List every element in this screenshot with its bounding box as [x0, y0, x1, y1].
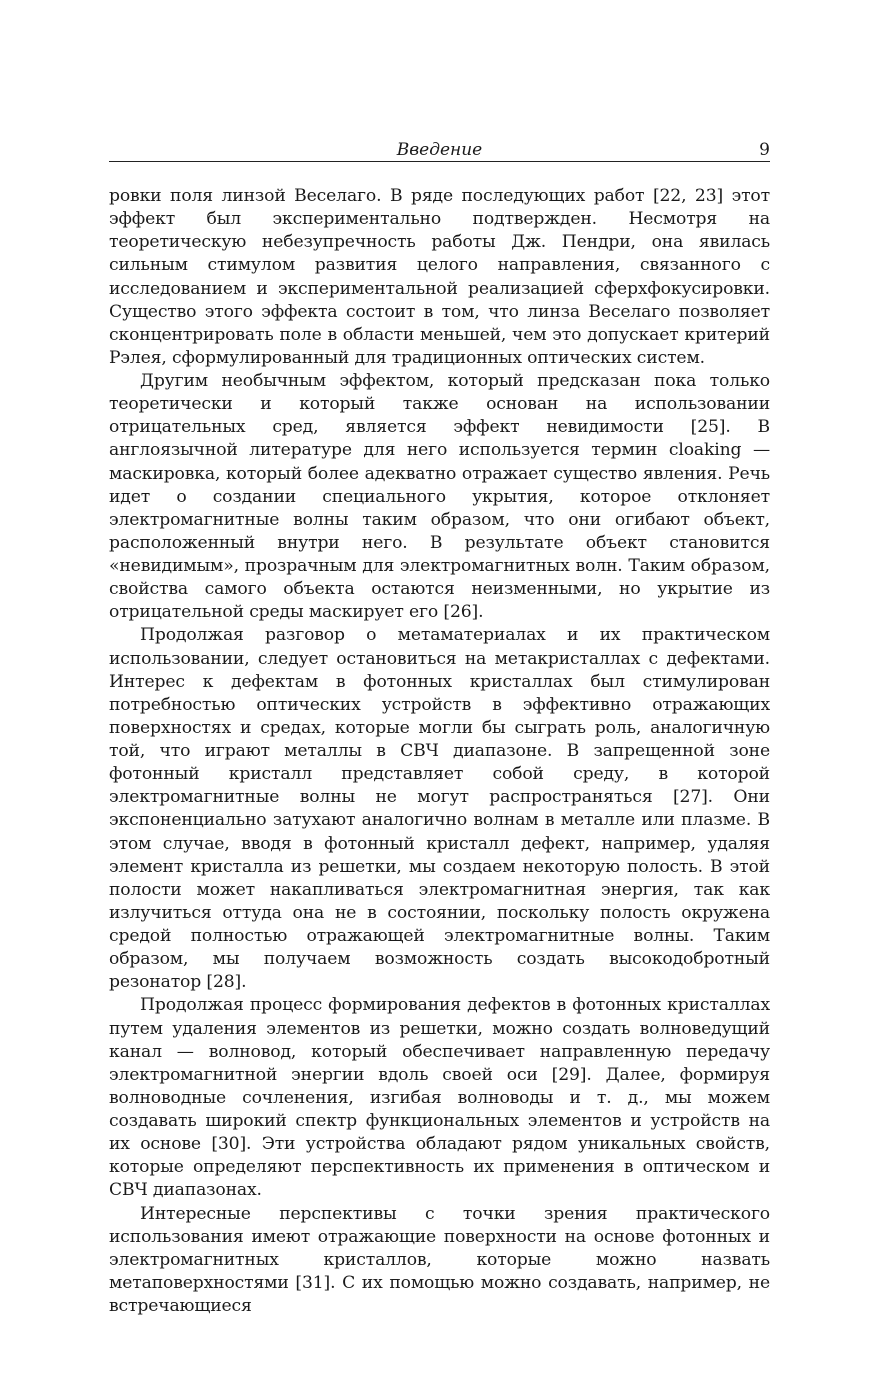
body-text [109, 185, 770, 1318]
running-title: Введение [396, 140, 483, 160]
paragraph-metacrystal-defects: Продолжая разговор о метаматериалах и их практическом использовании, следует остановиться на метакристаллах с дефектами. Интерес к дефектам в фотонных кристаллах был стимулирован потребностью оптических устройств в эффективно отражающих поверхностях и средах, которые могли бы сыграть роль, аналогичную той, что играют металлы в СВЧ диапазоне. В запрещенной зоне фотонный кристалл представляет собой среду, в которой электромагнитные волны не могут распространяться [27]. Они экспоненциально затухают аналогично волнам в металле или плазме. В этом случае, вводя в фотонный кристалл дефект, например, удаляя элемент кристалла из решетки, мы создаем некоторую полость. В этой полости может накапливаться электромагнитная энергия, так как излучиться оттуда она не в состоянии, поскольку полость окружена средой полностью отражающей электромагнитные волны. Таким образом, мы получаем возможность создать высокодобротный резонатор [28]. [109, 625, 770, 993]
paragraph-cloaking: Другим необычным эффектом, который предсказан пока только теоретически и который также основан на использовании отрицательных сред, является эффект невидимости [25]. В англоязычной литературе для него используется термин cloaking — маскировка, который более адекватно отражает существо явления. Речь идет о создании специального укрытия, которое отклоняет электромагнитные волны таким образом, что они огибают объект, расположенный внутри него. В результате объект становится «невидимым», прозрачным для электромагнитных волн. Таким образом, свойства самого объекта остаются неизменными, но укрытие из отрицательной среды маскирует его [26]. [109, 371, 770, 623]
page-number: 9 [759, 140, 770, 160]
running-head [109, 139, 770, 162]
paragraph-waveguides: Продолжая процесс формирования дефектов в фотонных кристаллах путем удаления элементов из решетки, можно создать волноведущий канал — волновод, который обеспечивает направленную передачу электромагнитной энергии вдоль своей оси [29]. Далее, формируя волноводные сочленения, изгибая волноводы и т. д., мы можем создавать широкий спектр функциональных элементов и устройств на их основе [30]. Эти устройства обладают рядом уникальных свойств, которые определяют перспективность их применения в оптическом и СВЧ диапазонах. [109, 995, 770, 1201]
paragraph-continued: ровки поля линзой Веселаго. В ряде последующих работ [22, 23] этот эффект был экспериментально подтвержден. Несмотря на теоретическую небезупречность работы Дж. Пендри, она явилась сильным стимулом развития целого направления, связанного с исследованием и экспериментальной реализацией сферхфокусировки. Существо этого эффекта состоит в том, что линза Веселаго позволяет сконцентрировать поле в области меньшей, чем это допускает критерий Рэлея, сформулированный для традиционных оптических систем. [109, 186, 770, 368]
paragraph-metasurfaces: Интересные перспективы с точки зрения практического использования имеют отражающие поверхности на основе фотонных и электромагнитных кристаллов, которые можно назвать метаповерхностями [31]. С их помощью можно создавать, например, не встречающиеся [109, 1203, 770, 1316]
